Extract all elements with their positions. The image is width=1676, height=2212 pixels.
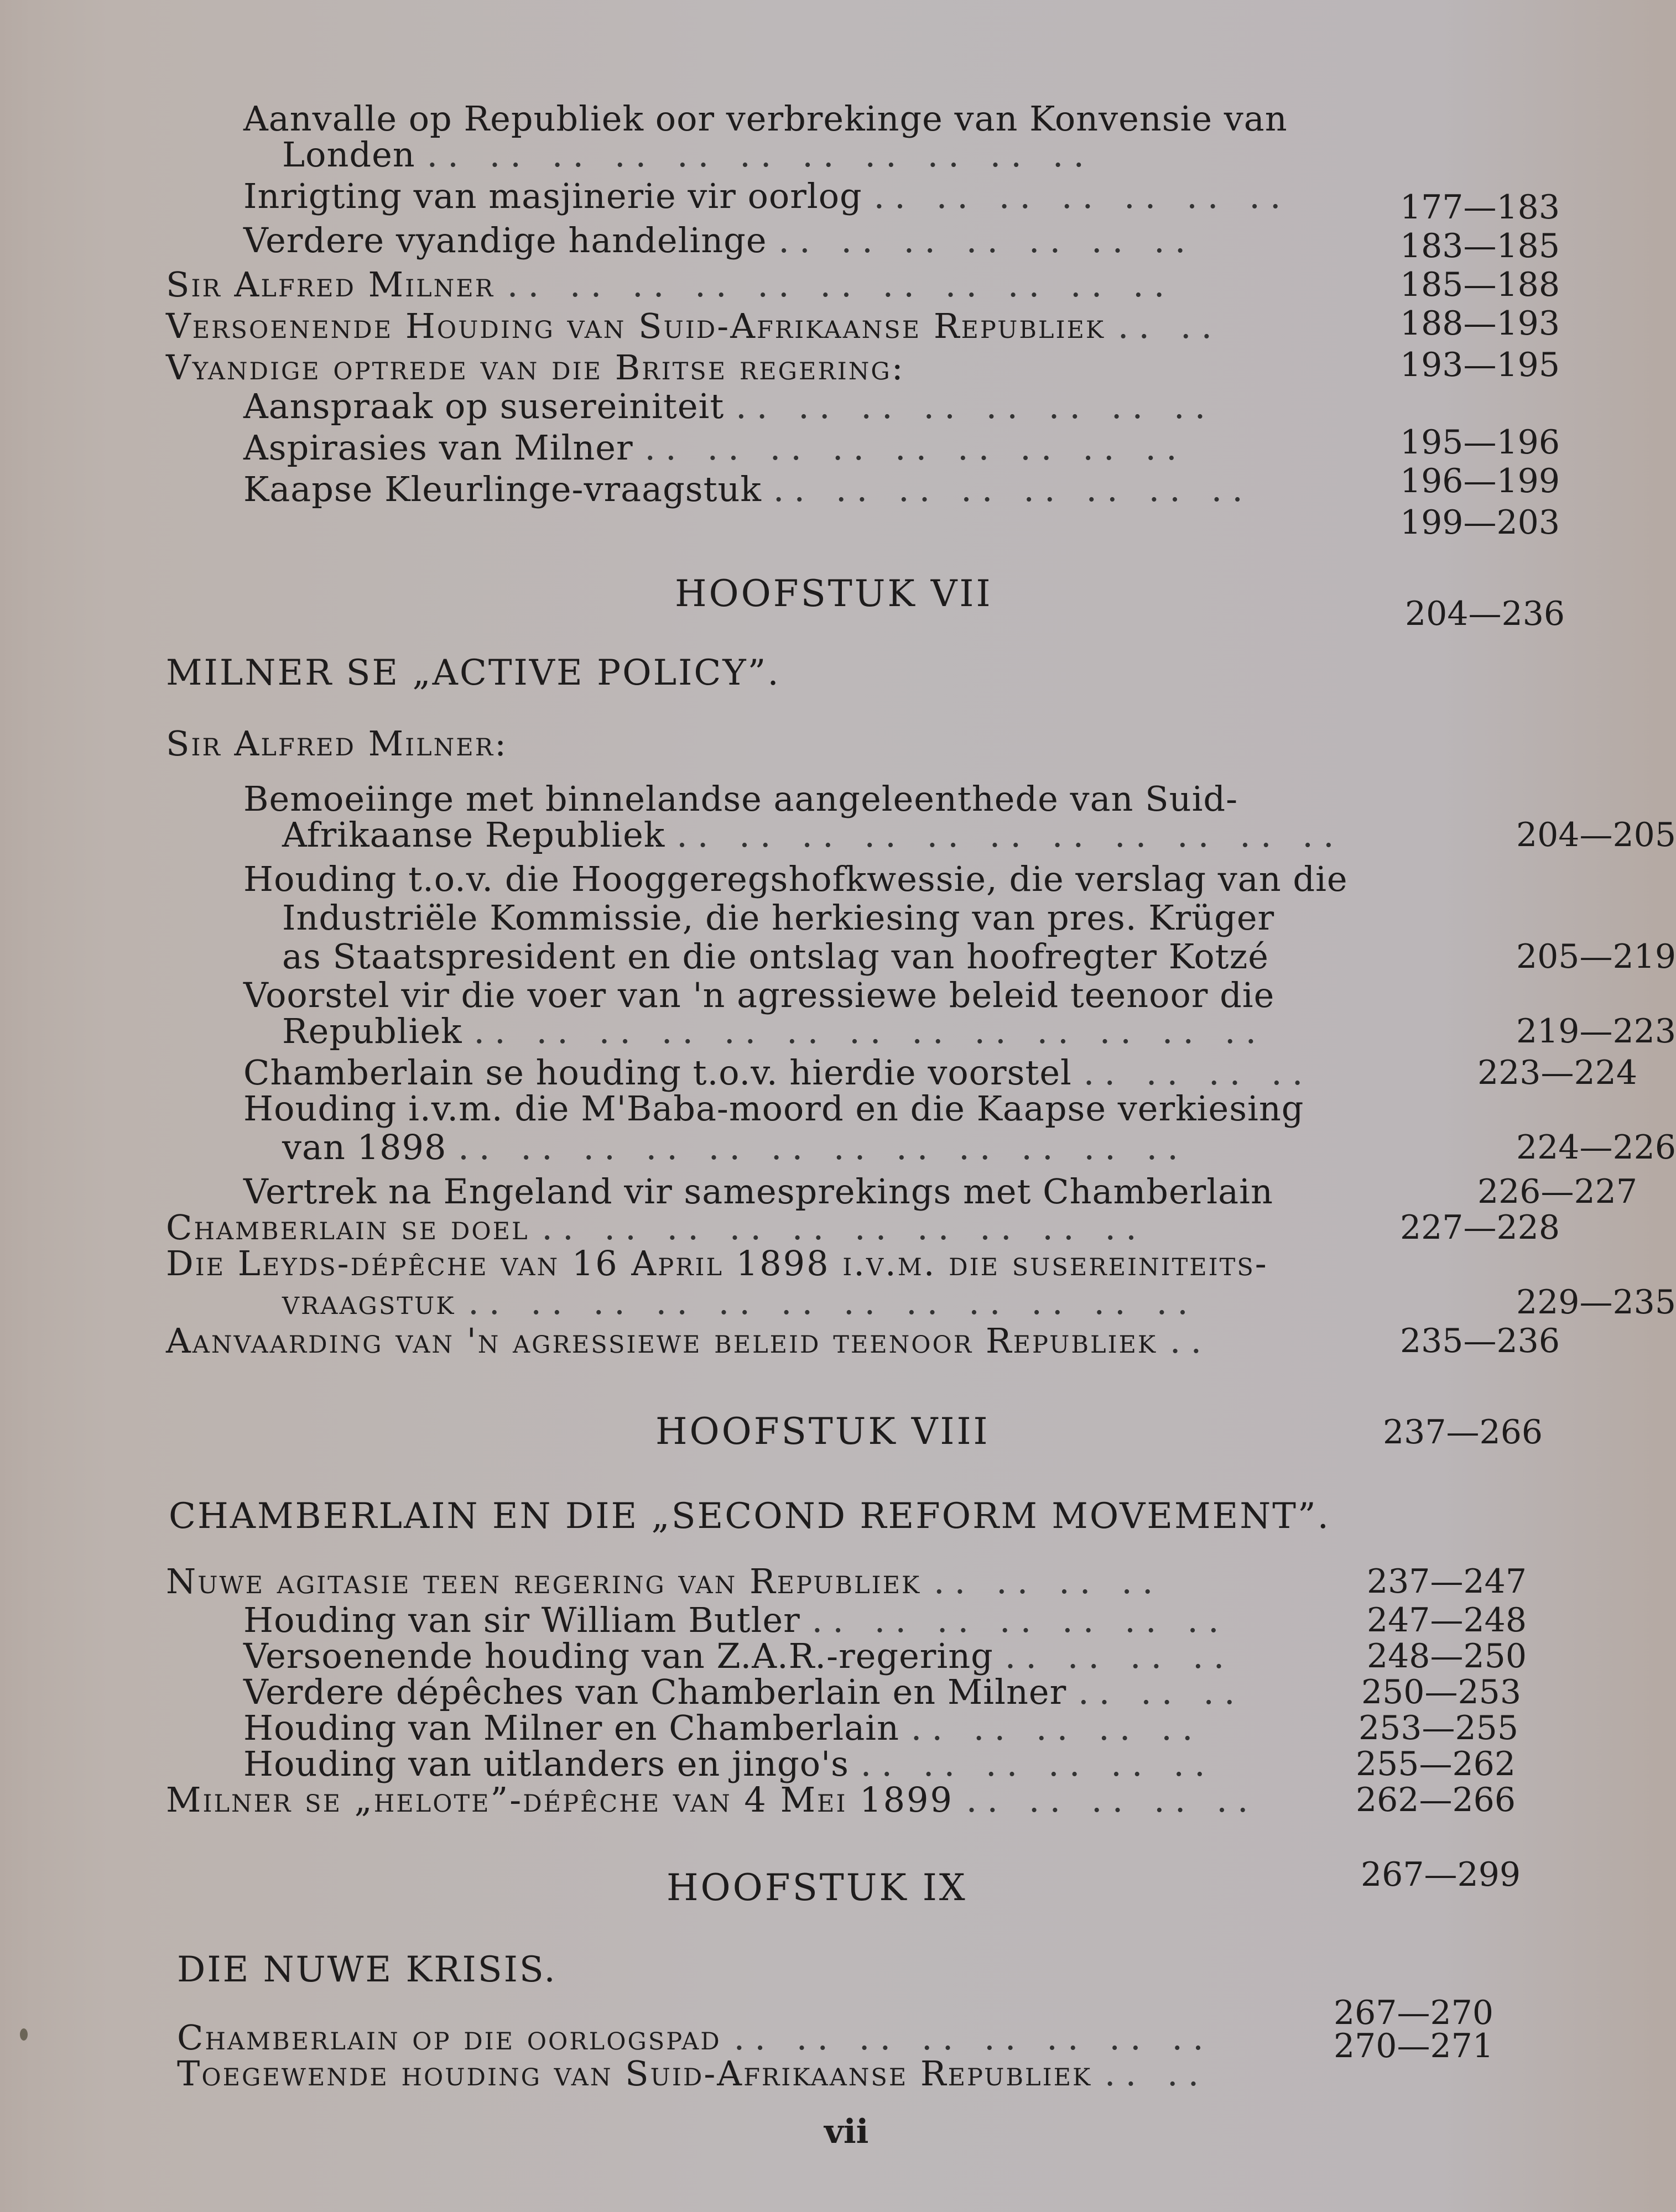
leader-dots: .. .. .. .. .. .. .. .. [736,386,1216,426]
entry-text: Vertrek na Engeland vir samesprekings met Chamberlain [243,1171,1273,1212]
page-range: 247—248 [1366,1601,1527,1640]
toc-entry [243,1089,1637,1128]
entry-text: Houding t.o.v. die Hooggeregshofkwessie, die verslag van die [243,859,1348,899]
toc-entry-continuation [282,899,1676,937]
entry-text: Bemoeiinge met binnelandse aangeleenthede van Suid- [243,779,1238,819]
entry-text: Milner se „helote”-dépêche van 4 Mei 1899 [166,1780,954,1820]
toc-entry [243,1673,1521,1712]
entry-text: Chamberlain op die oorlogspad [177,2017,721,2058]
page-range: 223—224 [1477,1053,1637,1092]
toc-entry-continuation [282,1283,1676,1322]
leader-dots: .. .. .. .. .. .. .. [873,176,1291,216]
leader-dots: .. .. .. .. .. .. .. .. .. [644,427,1187,468]
toc-entry [243,1053,1637,1092]
toc-entry [243,860,1637,899]
toc-entry [243,177,1637,216]
page-range: 224—226 [1516,1128,1676,1167]
toc-entry [243,1172,1637,1211]
page-range: 199—203 [1399,503,1560,542]
page-range: 204—205 [1516,816,1676,854]
toc-entry-continuation [282,1012,1676,1051]
entry-text: Londen [282,134,415,175]
entry-text: Die Leyds-dépêche van 16 April 1898 i.v.m. die susereiniteits- [166,1243,1268,1284]
leader-dots: .. .. .. [1078,1672,1245,1712]
toc-entry [243,780,1637,818]
toc-entry [243,1745,1516,1783]
page-number: vii [824,2112,869,2151]
entry-text: Aanvaarding van 'n agressiewe beleid teenoor Republiek [166,1321,1158,1361]
entry-text: Houding van uitlanders en jingo's [243,1744,849,1784]
page-range: 193—195 [1399,346,1560,384]
page-range: 255—262 [1355,1745,1516,1783]
toc-entry [243,1601,1527,1640]
chapter-title: CHAMBERLAIN EN DIE „SECOND REFORM MOVEMENT”. [169,1496,1330,1537]
leader-dots: .. .. .. .. .. .. .. [811,1600,1229,1640]
toc-entry-continuation [282,1128,1676,1167]
paper-speck [20,2028,28,2041]
entry-text: Sir Alfred Milner [166,264,495,305]
page-range: 267—270 [1333,1994,1493,2032]
chapter-title: DIE NUWE KRISIS. [177,1949,557,1990]
leader-dots: .. [1169,1321,1212,1361]
entry-text: Sir Alfred Milner: [166,723,508,764]
toc-entry [243,1709,1518,1747]
toc-entry [166,1322,1560,1360]
toc-entry [166,1781,1516,1819]
toc-entry-continuation [282,937,1676,976]
chapter-page-range: 267—299 [1361,1855,1521,1894]
leader-dots: .. .. .. .. [1083,1052,1313,1093]
toc-entry-continuation [282,816,1676,854]
page-range: 205—219 [1516,937,1676,976]
page-range: 262—266 [1355,1781,1516,1819]
chapter-page-range: 204—236 [1405,594,1565,633]
leader-dots: .. .. .. .. .. .. .. .. [733,2017,1214,2058]
chapter-page-range: 237—266 [1383,1413,1543,1452]
page-range: 248—250 [1366,1637,1527,1676]
page-range: 188—193 [1399,304,1560,343]
leader-dots: .. .. .. .. .. .. .. .. .. .. .. [426,134,1095,175]
page-range: 195—196 [1399,423,1560,462]
toc-entry [166,724,1560,763]
leader-dots: .. .. .. .. [1004,1636,1235,1676]
entry-text: Afrikaanse Republiek [282,815,665,855]
toc-entry [243,100,1637,138]
toc-entry [166,1208,1560,1247]
leader-dots: .. .. .. .. .. .. .. .. .. .. [542,1207,1147,1248]
toc-entry [166,348,1560,387]
entry-text: Versoenende Houding van Suid-Afrikaanse Republiek [166,306,1105,346]
entry-text: Verdere vyandige handelinge [243,220,767,260]
chapter-heading: HOOFSTUK VIII [655,1410,990,1453]
leader-dots: .. .. .. .. .. .. .. .. .. .. .. .. [468,1282,1198,1322]
entry-text: van 1898 [282,1127,447,1167]
toc-entry [177,2018,1466,2057]
toc-entry [243,1637,1527,1676]
leader-dots: .. .. [1104,2053,1209,2094]
leader-dots: .. .. .. .. .. .. .. .. .. .. .. .. [458,1127,1188,1167]
toc-entry [243,976,1637,1015]
leader-dots: .. .. [1117,306,1222,346]
chapter-title: MILNER SE „ACTIVE POLICY”. [166,653,780,693]
entry-text: vraagstuk [282,1282,456,1322]
entry-text: Vyandige optrede van die Britse regering: [166,347,905,388]
page-range: 226—227 [1477,1172,1637,1211]
leader-dots: .. .. .. .. .. [910,1708,1203,1748]
entry-text: Houding van Milner en Chamberlain [243,1708,899,1748]
page-range: 250—253 [1361,1673,1521,1712]
toc-entry [166,1562,1527,1601]
page-range: 196—199 [1399,462,1560,500]
leader-dots: .. .. .. .. .. .. .. .. [773,469,1253,509]
entry-text: Industriële Kommissie, die herkiesing van pres. Krüger [282,898,1275,938]
page-range: 219—223 [1516,1012,1676,1051]
leader-dots: .. .. .. .. [933,1561,1163,1601]
page-range: 253—255 [1358,1709,1518,1747]
entry-text: Verdere dépêches van Chamberlain en Milner [243,1672,1067,1712]
page-range: 229—235 [1516,1283,1676,1322]
entry-text: Voorstel vir die voer van 'n agressiewe beleid teenoor die [243,975,1275,1015]
entry-text: Versoenende houding van Z.A.R.-regering [243,1636,993,1676]
entry-text: Houding van sir William Butler [243,1600,800,1640]
entry-text: as Staatspresident en die ontslag van hoofregter Kotzé [282,936,1269,977]
entry-text: Aanvalle op Republiek oor verbrekinge van Konvensie van [243,98,1288,139]
entry-text: Aanspraak op susereiniteit [243,386,725,426]
entry-text: Nuwe agitasie teen regering van Republiek [166,1561,922,1601]
entry-text: Toegewende houding van Suid-Afrikaanse Republiek [177,2053,1092,2094]
entry-text: Inrigting van masjinerie vir oorlog [243,176,862,216]
page-range: 237—247 [1366,1562,1527,1601]
page-range: 235—236 [1399,1322,1560,1360]
page-range: 270—271 [1333,2027,1493,2065]
chapter-heading: HOOFSTUK IX [667,1866,967,1909]
leader-dots: .. .. .. .. .. .. .. [778,220,1196,260]
page-range: 227—228 [1399,1208,1560,1247]
leader-dots: .. .. .. .. .. .. [860,1744,1215,1784]
entry-text: Houding i.v.m. die M'Baba-moord en die Kaapse verkiesing [243,1088,1304,1129]
page-range: 183—185 [1399,227,1560,265]
toc-entry [166,265,1560,304]
leader-dots: .. .. .. .. .. .. .. .. .. .. .. .. .. [473,1011,1267,1051]
page-range: 177—183 [1399,188,1560,227]
entry-text: Republiek [282,1011,462,1051]
chapter-heading: HOOFSTUK VII [675,572,993,615]
leader-dots: .. .. .. .. .. .. .. .. .. .. .. [507,264,1175,305]
entry-text: Chamberlain se doel [166,1207,529,1248]
page-range: 185—188 [1399,265,1560,304]
toc-entry-continuation [282,135,1676,174]
entry-text: Kaapse Kleurlinge-vraagstuk [243,469,762,509]
leader-dots: .. .. .. .. .. [966,1780,1258,1820]
toc-entry [177,2054,1466,2093]
toc-entry [243,221,1637,260]
entry-text: Aspirasies van Milner [243,427,633,468]
toc-entry [166,307,1560,346]
leader-dots: .. .. .. .. .. .. .. .. .. .. .. [676,815,1344,855]
toc-entry [243,387,1637,426]
toc-entry [166,1244,1560,1283]
entry-text: Chamberlain se houding t.o.v. hierdie voorstel [243,1052,1072,1093]
